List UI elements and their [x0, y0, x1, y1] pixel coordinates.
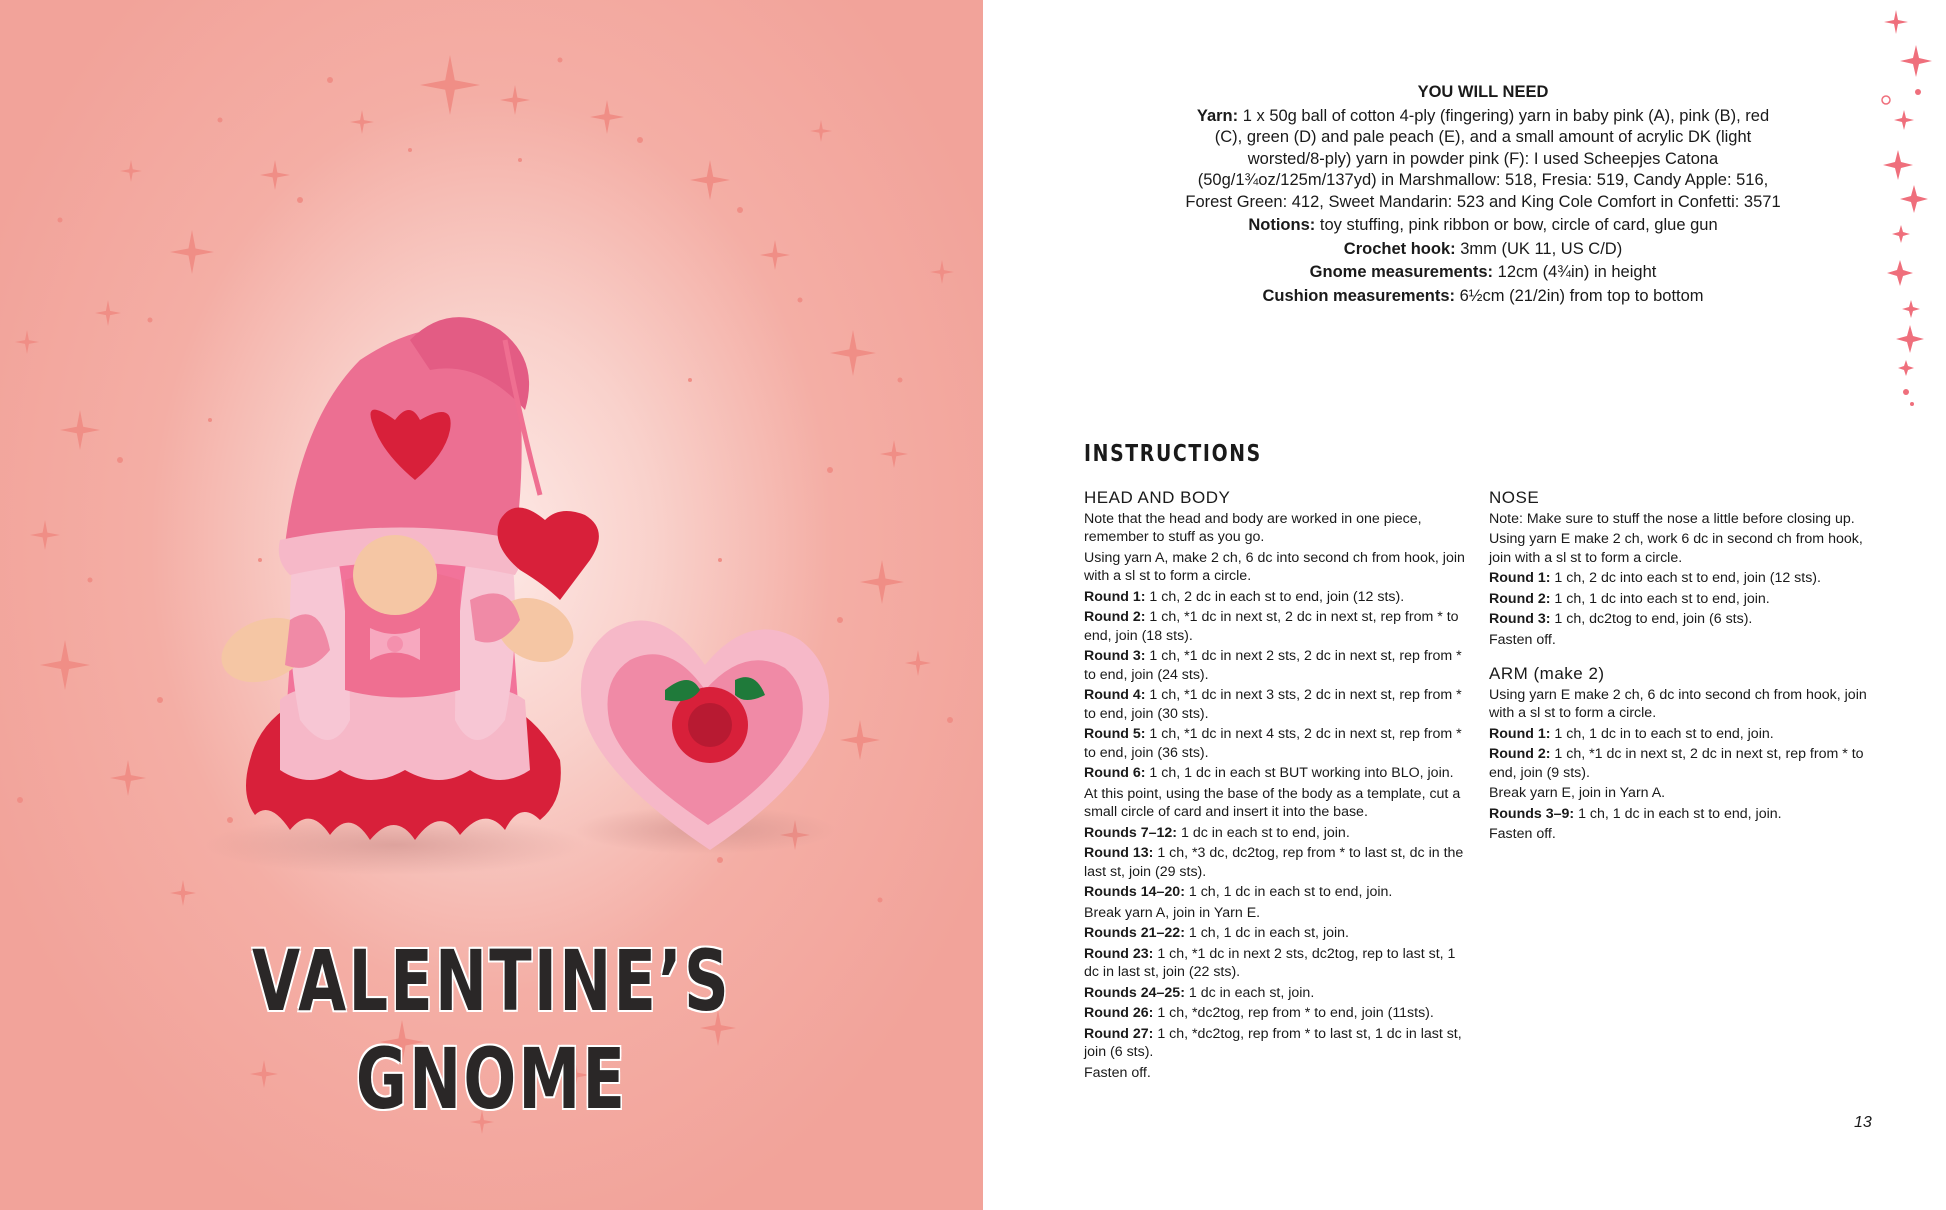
step-text: Fasten off. [1489, 826, 1556, 842]
step-label: Round 2: [1489, 746, 1551, 762]
step-label: Round 5: [1084, 726, 1146, 742]
pattern-step [1084, 725, 1474, 762]
materials-hook: Crochet hook: 3mm (UK 11, US C/D) [1343, 239, 1623, 258]
section-heading-nose: NOSE [1489, 488, 1540, 507]
step-text: 1 ch, 2 dc in each st to end, join (12 sts). [1149, 588, 1405, 605]
pattern-step [1489, 590, 1879, 609]
step-text: 1 ch, 1 dc in each st to end, join. [1578, 805, 1782, 822]
step-text: Note: Make sure to stuff the nose a little before closing up. [1489, 510, 1855, 527]
pattern-step [1489, 825, 1879, 844]
pattern-step [1084, 1004, 1474, 1023]
instructions-column-1 [1084, 489, 1474, 1084]
pattern-step [1084, 844, 1474, 881]
step-label: Round 6: [1084, 765, 1146, 781]
step-label: Round 2: [1489, 590, 1551, 607]
pattern-step [1489, 725, 1879, 744]
pattern-step [1489, 530, 1879, 567]
step-text: Using yarn E make 2 ch, 6 dc into second ch from hook, join with a sl st to form a circle. [1489, 686, 1867, 721]
pattern-step [1084, 883, 1474, 902]
step-text: 1 ch, 2 dc into each st to end, join (12 sts). [1554, 570, 1821, 586]
step-text: 1 ch, *1 dc in next 2 sts, dc2tog, rep to last st, 1 dc in last st, join (22 sts). [1084, 945, 1456, 980]
pattern-step [1084, 764, 1474, 783]
step-text: 1 ch, 1 dc in each st BUT working into BLO, join. [1149, 765, 1454, 781]
pattern-step [1084, 785, 1474, 822]
step-label: Round 3: [1084, 648, 1146, 664]
pattern-step [1084, 686, 1474, 723]
step-text: 1 ch, *1 dc in next 4 sts, 2 dc in next st, rep from * to end, join (36 sts). [1084, 726, 1462, 761]
pattern-step [1084, 588, 1474, 607]
pattern-step [1489, 745, 1879, 782]
step-text: 1 ch, *dc2tog, rep from * to end, join (11sts). [1157, 1005, 1434, 1021]
instructions-title: INSTRUCTIONS [1084, 441, 1262, 467]
step-label: Round 23: [1084, 945, 1154, 962]
pattern-step [1489, 569, 1879, 588]
step-label: Round 4: [1084, 687, 1146, 703]
step-text: Fasten off. [1489, 631, 1556, 648]
pattern-step [1489, 784, 1879, 803]
step-text: 1 ch, *1 dc in next st, 2 dc in next st, rep from * to end, join (18 sts). [1084, 609, 1459, 644]
star-border-decoration [1856, 0, 1946, 420]
page-number: 13 [1854, 1114, 1872, 1131]
head-body-steps [1084, 510, 1474, 1083]
step-text: 1 ch, *dc2tog, rep from * to last st, 1 dc in last st, join (6 sts). [1084, 1025, 1462, 1060]
step-text: 1 ch, 1 dc in each st, join. [1188, 925, 1349, 941]
step-label: Round 1: [1489, 725, 1551, 742]
pattern-step [1084, 984, 1474, 1003]
step-text: 1 ch, *1 dc in next 3 sts, 2 dc in next st, rep from * to end, join (30 sts). [1084, 687, 1462, 722]
step-text: 1 ch, *1 dc in next st, 2 dc in next st, rep from * to end, join (9 sts). [1489, 746, 1864, 781]
step-text: Note that the head and body are worked in one piece, remember to stuff as you go. [1084, 510, 1422, 545]
materials-yarn: Yarn: 1 x 50g ball of cotton 4-ply (fingering) yarn in baby pink (A), pink (B), red (C), green (D) and pale peach (E), and a small amount of acrylic DK (light worsted/8-ply) yarn in powder pink (F): I used Scheepjes Catona (50g/1¾oz/125m/137yd) in Marshmallow: 518, Fresia: 519, Candy Apple: 516, Forest Green: 412, Sweet Mandarin: 523 and King Cole Comfort in Confetti: 3571 [1185, 106, 1781, 211]
step-label: Rounds 21–22: [1084, 925, 1185, 941]
step-label: Rounds 3–9: [1489, 805, 1575, 822]
nose-steps [1489, 510, 1879, 650]
step-text: Break yarn E, join in Yarn A. [1489, 785, 1666, 801]
pattern-step [1084, 549, 1474, 586]
step-text: 1 ch, 1 dc in to each st to end, join. [1554, 725, 1774, 742]
step-label: Round 27: [1084, 1025, 1154, 1042]
step-label: Rounds 7–12: [1084, 824, 1178, 841]
section-heading-head-body: HEAD AND BODY [1084, 488, 1231, 507]
step-text: At this point, using the base of the body as a template, cut a small circle of card and insert it into the base. [1084, 785, 1461, 820]
step-label: Round 1: [1084, 588, 1146, 605]
step-text: 1 ch, 1 dc into each st to end, join. [1554, 590, 1770, 607]
pattern-step [1084, 824, 1474, 843]
step-text: Using yarn E make 2 ch, work 6 dc in second ch from hook, join with a sl st to form a circle. [1489, 531, 1863, 566]
step-text: 1 dc in each st, join. [1188, 984, 1315, 1001]
materials-section [1183, 82, 1783, 309]
materials-heading: YOU WILL NEED [1417, 83, 1549, 101]
materials-gnome-size: Gnome measurements: 12cm (4¾in) in height [1309, 263, 1657, 281]
step-text: 1 ch, 1 dc in each st to end, join. [1188, 884, 1393, 900]
pattern-page [983, 0, 1946, 1210]
pattern-step [1489, 631, 1879, 650]
pattern-step [1084, 904, 1474, 923]
step-label: Round 1: [1489, 570, 1551, 586]
step-text: Using yarn A, make 2 ch, 6 dc into second ch from hook, join with a sl st to form a circle. [1084, 549, 1465, 584]
pattern-step [1084, 924, 1474, 943]
instructions-column-2 [1489, 489, 1879, 846]
pattern-step [1489, 510, 1879, 529]
step-label: Round 3: [1489, 611, 1551, 627]
pattern-step [1489, 610, 1879, 629]
step-text: 1 ch, *1 dc in next 2 sts, 2 dc in next st, rep from * to end, join (24 sts). [1084, 648, 1462, 683]
pattern-step [1084, 1064, 1474, 1083]
pattern-step [1084, 510, 1474, 547]
step-label: Round 13: [1084, 845, 1154, 861]
step-text: Break yarn A, join in Yarn E. [1084, 904, 1261, 921]
pattern-step [1489, 805, 1879, 824]
step-text: 1 ch, dc2tog to end, join (6 sts). [1554, 611, 1753, 627]
pattern-step [1084, 945, 1474, 982]
pattern-step [1084, 608, 1474, 645]
page-title: VALENTINE’S GNOME [252, 932, 731, 1128]
step-label: Round 2: [1084, 609, 1146, 625]
materials-cushion-size: Cushion measurements: 6½cm (21/2in) from top to bottom [1262, 286, 1704, 305]
pattern-step [1084, 647, 1474, 684]
step-label: Rounds 24–25: [1084, 984, 1185, 1001]
pattern-step [1489, 686, 1879, 723]
arm-steps [1489, 686, 1879, 844]
materials-notions: Notions: toy stuffing, pink ribbon or bow, circle of card, glue gun [1248, 216, 1718, 234]
crochet-gnome [212, 317, 598, 840]
step-text: 1 ch, *3 dc, dc2tog, rep from * to last st, dc in the last st, join (29 sts). [1084, 845, 1464, 880]
step-label: Round 26: [1084, 1005, 1154, 1021]
section-heading-arm: ARM (make 2) [1489, 664, 1605, 683]
step-label: Rounds 14–20: [1084, 884, 1185, 900]
step-text: 1 dc in each st to end, join. [1180, 824, 1350, 841]
step-text: Fasten off. [1084, 1064, 1151, 1081]
pattern-step [1084, 1025, 1474, 1062]
